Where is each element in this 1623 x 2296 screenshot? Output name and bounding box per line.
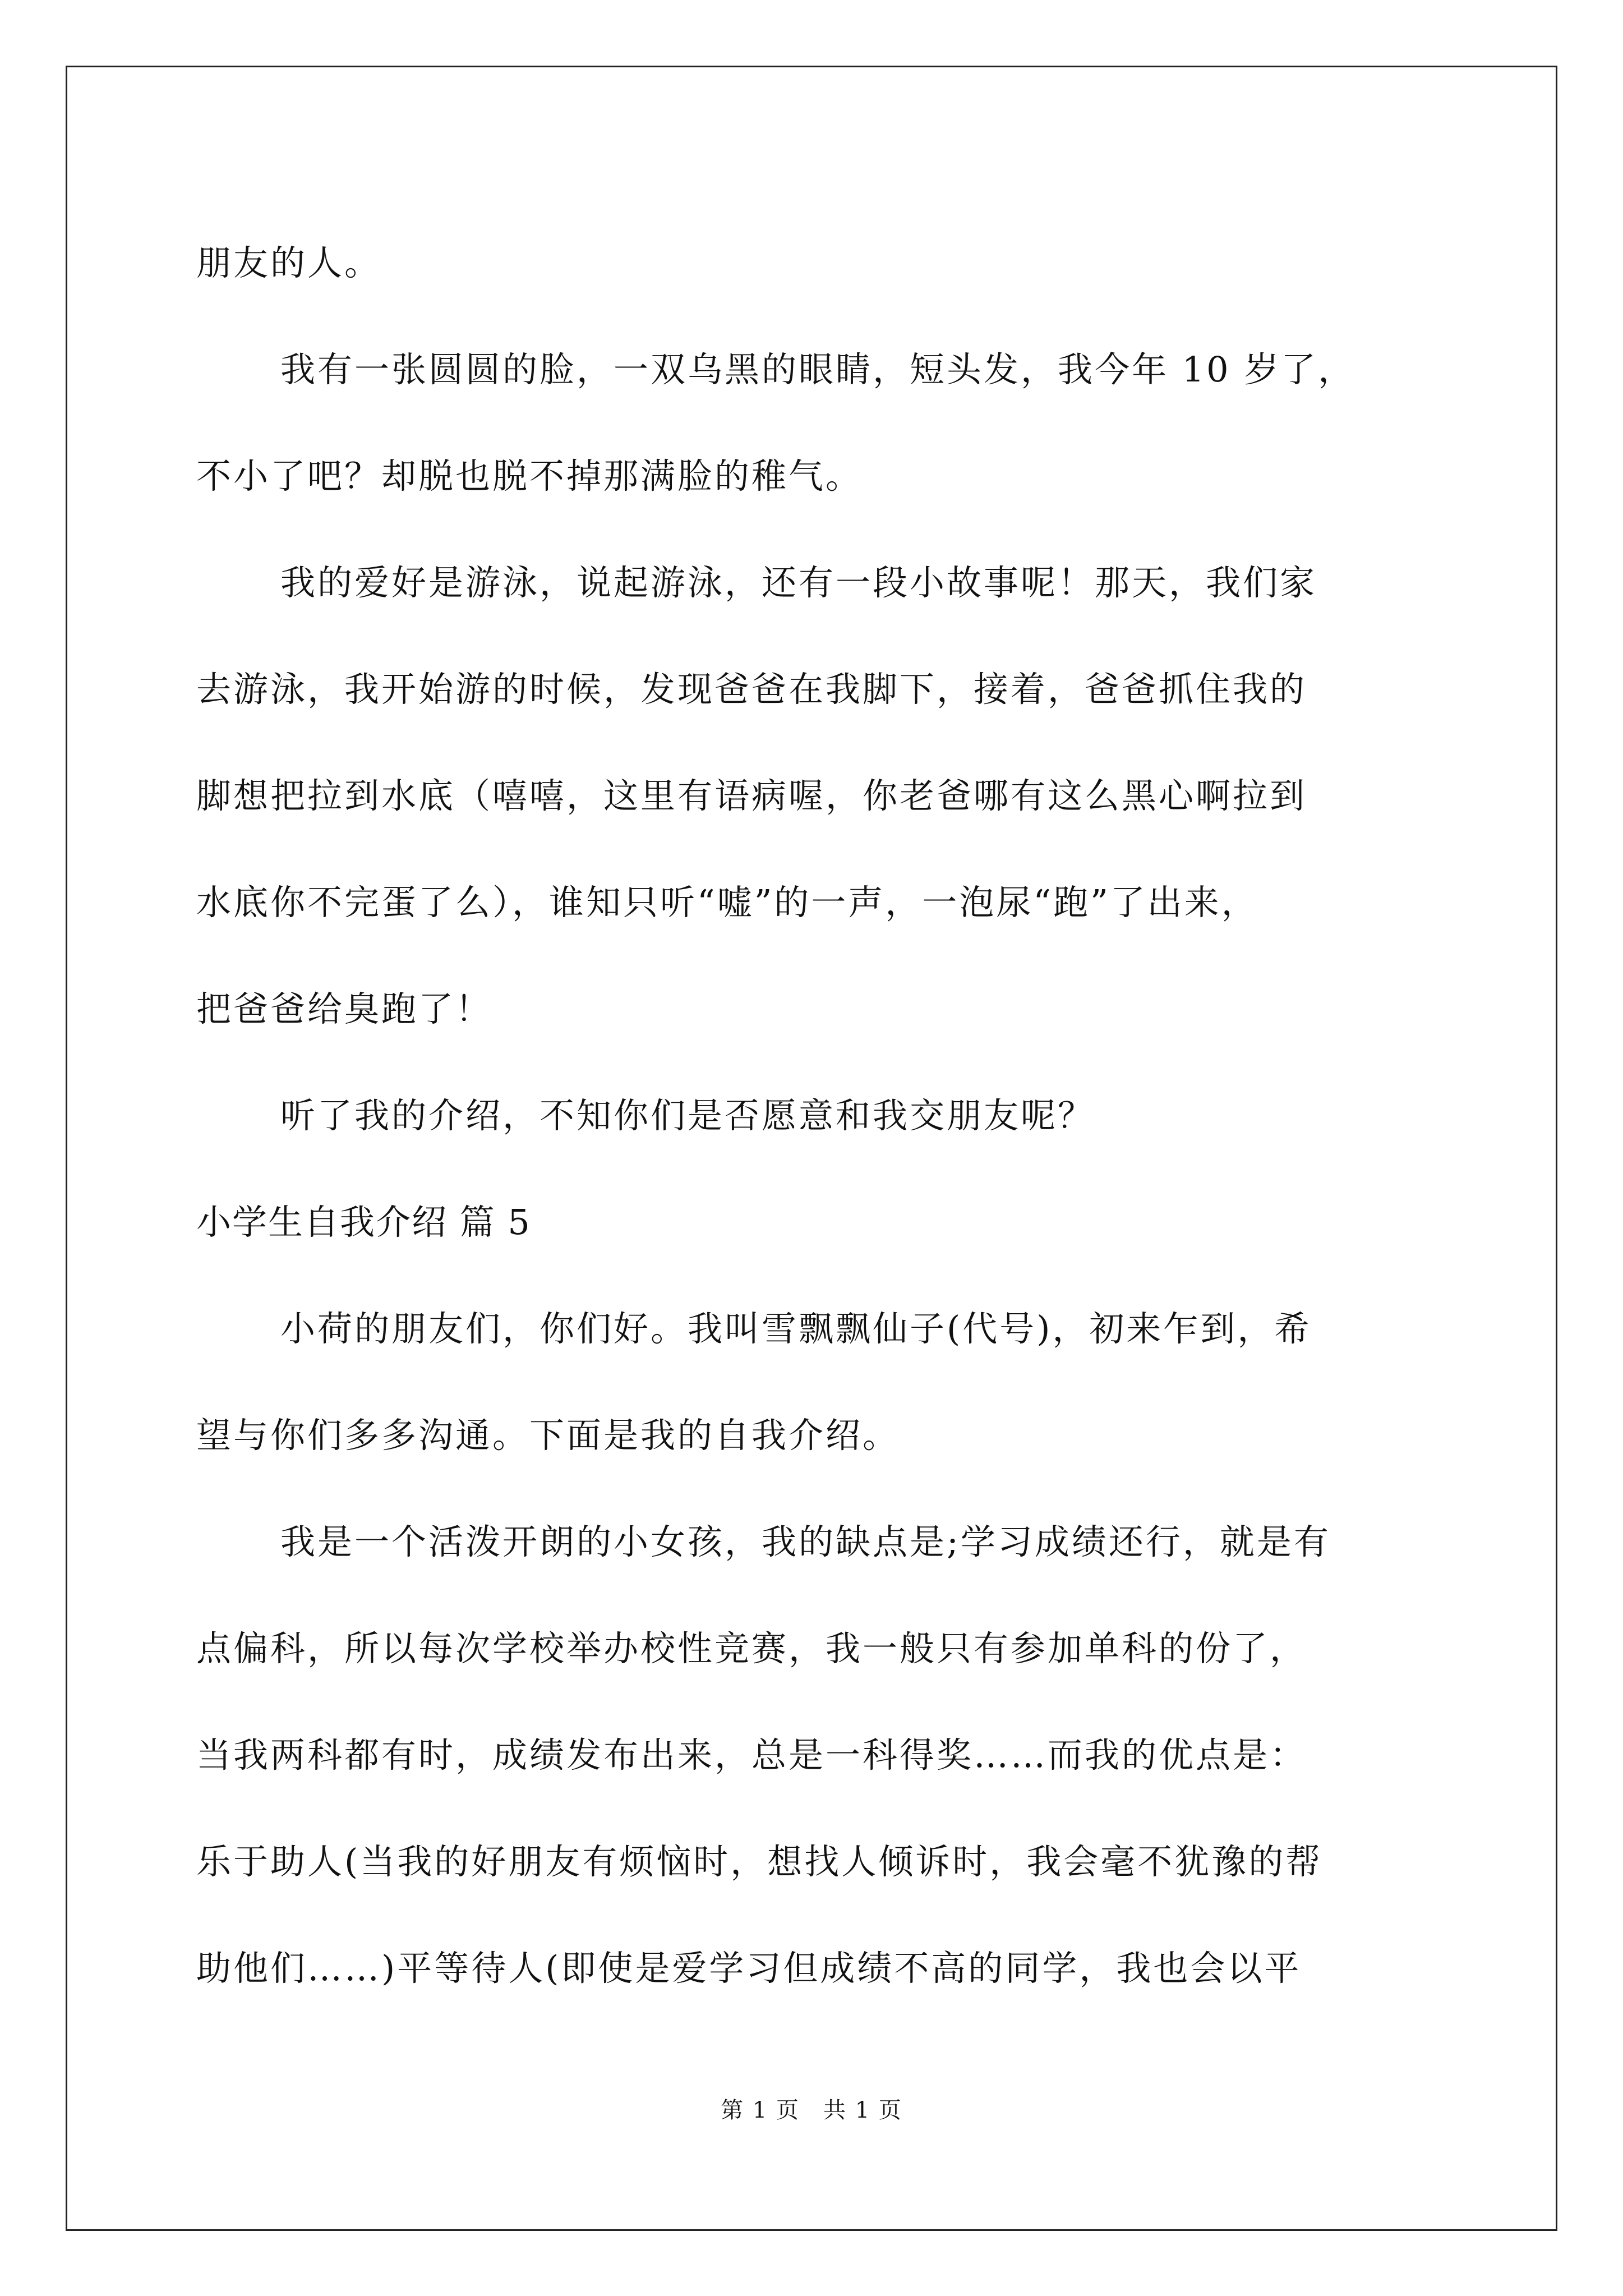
section-heading: 小学生自我介绍 篇 5 bbox=[196, 1202, 531, 1243]
text-line: 望与你们多多沟通。下面是我的自我介绍。 bbox=[196, 1415, 900, 1456]
text-line: 助他们……)平等待人(即使是爱学习但成绩不高的同学，我也会以平 bbox=[196, 1948, 1302, 1989]
text-line: 不小了吧？却脱也脱不掉那满脸的稚气。 bbox=[196, 455, 863, 496]
text-line: 我是一个活泼开朗的小女孩，我的缺点是;学习成绩还行，就是有 bbox=[280, 1521, 1331, 1562]
text-line: 我有一张圆圆的脸，一双乌黑的眼睛，短头发，我今年 10 岁了， bbox=[280, 349, 1355, 390]
page-number: 第 1 页 共 1 页 bbox=[721, 2097, 902, 2123]
text-line: 小荷的朋友们，你们好。我叫雪飘飘仙子(代号)，初来乍到，希 bbox=[280, 1308, 1312, 1349]
text-line: 乐于助人(当我的好朋友有烦恼时，想找人倾诉时，我会毫不犹豫的帮 bbox=[196, 1841, 1323, 1882]
text-line: 当我两科都有时，成绩发布出来，总是一科得奖……而我的优点是： bbox=[196, 1734, 1307, 1775]
text-line: 听了我的介绍，不知你们是否愿意和我交朋友呢？ bbox=[280, 1095, 1095, 1136]
text-line: 水底你不完蛋了么），谁知只听“嘘”的一声，一泡尿“跑”了出来， bbox=[196, 882, 1258, 923]
text-line: 点偏科，所以每次学校举办校性竞赛，我一般只有参加单科的份了， bbox=[196, 1628, 1307, 1669]
text-line: 把爸爸给臭跑了！ bbox=[196, 988, 493, 1029]
text-line: 我的爱好是游泳，说起游泳，还有一段小故事呢！那天，我们家 bbox=[280, 562, 1317, 603]
text-line: 脚想把拉到水底（嘻嘻，这里有语病喔，你老爸哪有这么黑心啊拉到 bbox=[196, 775, 1307, 816]
document-body bbox=[196, 210, 1430, 2022]
text-line: 朋友的人。 bbox=[196, 242, 382, 283]
text-line: 去游泳，我开始游的时候，发现爸爸在我脚下，接着，爸爸抓住我的 bbox=[196, 669, 1307, 710]
